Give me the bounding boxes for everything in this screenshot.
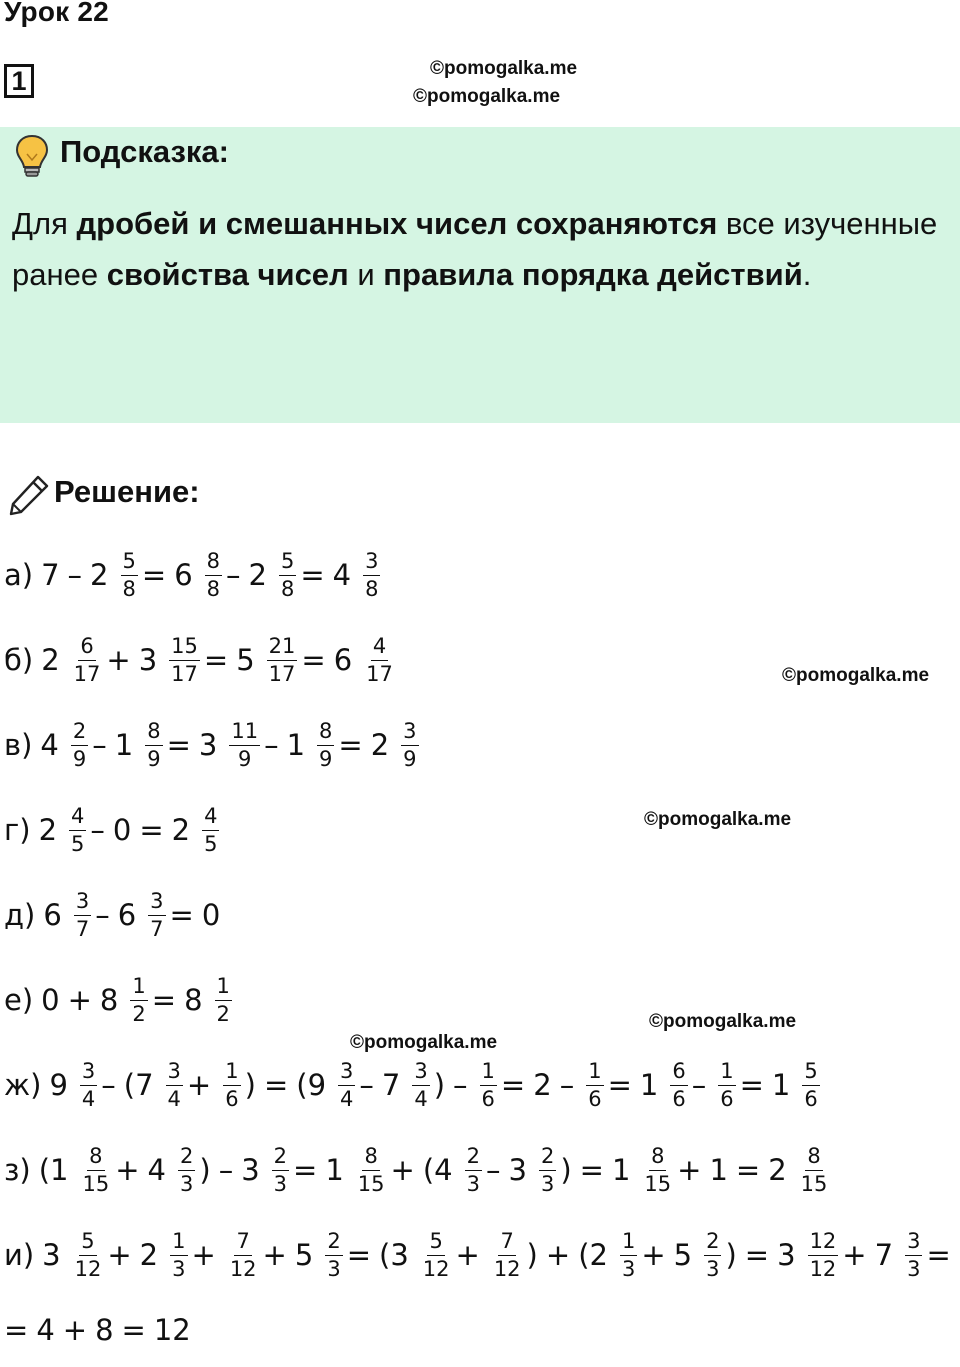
watermark: ©pomogalka.me: [644, 809, 792, 830]
fraction-denominator: 4: [167, 1086, 181, 1111]
fraction-numerator: 1: [620, 1231, 637, 1256]
math-token: (1: [38, 1153, 69, 1187]
math-token: +: [62, 1313, 88, 1347]
fraction-denominator: 8: [365, 576, 379, 601]
fraction: [401, 718, 418, 771]
math-token: (3: [379, 1238, 409, 1272]
math-token: –: [264, 728, 279, 762]
math-token: –: [218, 1153, 234, 1187]
fraction: [363, 548, 380, 601]
fraction-denominator: 15: [644, 1171, 672, 1196]
fraction-denominator: 6: [225, 1086, 239, 1111]
math-token: 1: [325, 1153, 344, 1187]
fraction-denominator: 12: [422, 1256, 450, 1281]
fraction-numerator: 11: [229, 721, 260, 746]
math-token: =: [203, 643, 229, 677]
fraction: [71, 718, 88, 771]
fraction: [492, 1228, 523, 1281]
fraction-numerator: 2: [71, 721, 88, 746]
math-token: –: [359, 1068, 374, 1102]
fraction-denominator: 12: [493, 1256, 521, 1281]
math-token: =: [744, 1238, 770, 1272]
math-token: 3: [777, 1238, 796, 1272]
hint-text-part: и: [348, 257, 384, 292]
math-token: 1: [611, 1153, 631, 1187]
math-token: =: [151, 983, 177, 1017]
fraction-numerator: 1: [586, 1061, 603, 1086]
fraction: [338, 1058, 355, 1111]
fraction: [228, 1228, 259, 1281]
math-token: 7: [41, 558, 60, 592]
fraction: [539, 1143, 556, 1196]
math-token: =: [579, 1153, 604, 1187]
fraction-numerator: 1: [480, 1061, 497, 1086]
fraction-denominator: 2: [132, 1001, 146, 1026]
watermark: ©pomogalka.me: [430, 58, 578, 79]
fraction-numerator: 12: [808, 1231, 839, 1256]
math-token: 7: [874, 1238, 894, 1272]
math-token: –: [691, 1068, 707, 1102]
math-token: 4: [332, 558, 352, 592]
fraction-denominator: 9: [319, 746, 333, 771]
math-token: 1: [771, 1068, 791, 1102]
fraction-numerator: 4: [69, 806, 86, 831]
fraction: [223, 1058, 240, 1111]
fraction-numerator: 2: [325, 1231, 342, 1256]
fraction: [272, 1143, 289, 1196]
solution-line: [4, 1218, 959, 1292]
math-token: 4: [36, 1313, 55, 1347]
fraction-denominator: 15: [82, 1171, 110, 1196]
fraction-denominator: 9: [72, 746, 87, 771]
math-token: (9: [296, 1068, 327, 1102]
task-number: 1: [4, 64, 34, 98]
fraction-numerator: 8: [317, 721, 334, 746]
math-token: =: [300, 558, 325, 592]
hint-text-part: все изученные ранее: [12, 206, 938, 292]
fraction: [704, 1228, 721, 1281]
math-token: =: [607, 1068, 632, 1102]
fraction: [421, 1228, 452, 1281]
line-label: з): [4, 1153, 31, 1187]
fraction: [178, 1143, 195, 1196]
math-token: =: [500, 1068, 526, 1102]
fraction-numerator: 3: [80, 1061, 97, 1086]
math-token: 0: [201, 898, 221, 932]
solution-line: [4, 878, 228, 952]
math-token: +: [186, 1068, 212, 1102]
fraction: [325, 1228, 342, 1281]
math-token: 7: [381, 1068, 401, 1102]
math-token: –: [92, 728, 107, 762]
fraction-numerator: 7: [498, 1231, 515, 1256]
fraction: [69, 803, 86, 856]
math-token: (4: [422, 1153, 453, 1187]
fraction: [279, 548, 296, 601]
fraction: [121, 548, 138, 601]
math-token: 4: [147, 1153, 166, 1187]
fraction-denominator: 4: [81, 1086, 96, 1111]
math-token: 0: [112, 813, 132, 847]
math-token: ): [725, 1238, 737, 1272]
line-label: е): [4, 983, 34, 1017]
math-token: 1: [639, 1068, 659, 1102]
fraction-denominator: 3: [621, 1256, 636, 1281]
watermark: ©pomogalka.me: [413, 86, 561, 107]
math-token: +: [677, 1153, 702, 1187]
fraction: [317, 718, 334, 771]
math-token: 8: [95, 1313, 114, 1347]
math-token: +: [67, 983, 92, 1017]
fraction-numerator: 3: [905, 1231, 922, 1256]
fraction-numerator: 8: [805, 1146, 822, 1171]
fraction-denominator: 15: [357, 1171, 385, 1196]
math-token: –: [453, 1068, 468, 1102]
math-token: ): [199, 1153, 211, 1187]
fraction-numerator: 8: [205, 551, 222, 576]
math-token: ): [433, 1068, 446, 1102]
fraction: [166, 1058, 183, 1111]
math-token: 6: [333, 643, 353, 677]
fraction-denominator: 3: [172, 1256, 186, 1281]
fraction-numerator: 1: [223, 1061, 240, 1086]
hint-text-bold: дробей и смешанных чисел сохраняются: [76, 206, 718, 241]
fraction: [148, 888, 165, 941]
fraction-denominator: 15: [800, 1171, 828, 1196]
math-token: +: [842, 1238, 867, 1272]
solution-line: [4, 708, 423, 782]
fraction-denominator: 12: [74, 1256, 102, 1281]
math-token: =: [169, 898, 194, 932]
math-token: +: [545, 1238, 571, 1272]
fraction: [130, 973, 147, 1026]
math-token: 5: [236, 643, 255, 677]
fraction-numerator: 5: [427, 1231, 444, 1256]
math-token: 1: [709, 1153, 728, 1187]
math-token: +: [115, 1153, 140, 1187]
math-token: =: [735, 1153, 761, 1187]
line-label: а): [4, 558, 34, 592]
fraction: [205, 548, 222, 601]
fraction: [364, 633, 395, 686]
fraction-numerator: 8: [87, 1146, 104, 1171]
fraction-denominator: 7: [150, 916, 164, 941]
solution-line: [4, 1293, 199, 1367]
solution-line: [4, 793, 223, 867]
fraction-numerator: 6: [78, 636, 95, 661]
math-token: 3: [241, 1153, 260, 1187]
fraction-denominator: 12: [229, 1256, 257, 1281]
fraction-numerator: 3: [338, 1061, 355, 1086]
math-token: ): [560, 1153, 572, 1187]
fraction-denominator: 12: [809, 1256, 837, 1281]
math-token: =: [293, 1153, 318, 1187]
line-label: д): [4, 898, 36, 932]
fraction-denominator: 7: [75, 916, 90, 941]
math-token: =: [166, 728, 191, 762]
fraction-denominator: 17: [366, 661, 393, 686]
math-token: =: [301, 643, 326, 677]
fraction: [620, 1228, 637, 1281]
math-token: =: [263, 1068, 289, 1102]
watermark: ©pomogalka.me: [350, 1032, 498, 1053]
fraction-denominator: 17: [73, 661, 101, 686]
fraction: [74, 888, 91, 941]
fraction-denominator: 8: [122, 576, 136, 601]
fraction-numerator: 8: [145, 721, 162, 746]
fraction-numerator: 1: [170, 1231, 187, 1256]
math-token: 2: [768, 1153, 787, 1187]
fraction-denominator: 2: [216, 1001, 230, 1026]
math-token: 3: [198, 728, 218, 762]
pencil-icon: [8, 474, 50, 516]
fraction-denominator: 4: [414, 1086, 428, 1111]
hint-text-part: Для: [12, 206, 77, 241]
fraction-denominator: 3: [466, 1171, 480, 1196]
fraction-denominator: 17: [268, 661, 296, 686]
math-token: =: [926, 1238, 951, 1272]
fraction-numerator: 2: [178, 1146, 195, 1171]
fraction-numerator: 6: [670, 1061, 687, 1086]
fraction-numerator: 3: [363, 551, 380, 576]
fraction-numerator: 4: [202, 806, 219, 831]
fraction-numerator: 5: [121, 551, 138, 576]
math-token: 5: [294, 1238, 314, 1272]
math-token: +: [390, 1153, 415, 1187]
solution-line: [4, 963, 236, 1037]
fraction: [802, 1058, 819, 1111]
fraction-denominator: 8: [280, 576, 295, 601]
math-token: 0: [41, 983, 60, 1017]
solution-line: [4, 1133, 833, 1207]
fraction-numerator: 2: [539, 1146, 556, 1171]
math-token: =: [4, 1313, 29, 1347]
fraction-denominator: 9: [147, 746, 161, 771]
fraction-denominator: 3: [540, 1171, 555, 1196]
math-token: 2: [533, 1068, 552, 1102]
fraction-numerator: 5: [802, 1061, 819, 1086]
math-token: +: [455, 1238, 480, 1272]
fraction-denominator: 6: [804, 1086, 818, 1111]
fraction-denominator: 3: [273, 1171, 288, 1196]
fraction: [480, 1058, 497, 1111]
fraction: [642, 1143, 673, 1196]
fraction-numerator: 8: [362, 1146, 379, 1171]
math-token: 9: [49, 1068, 68, 1102]
fraction: [718, 1058, 735, 1111]
fraction: [670, 1058, 687, 1111]
fraction: [169, 633, 200, 686]
math-token: –: [226, 558, 241, 592]
fraction-numerator: 2: [704, 1231, 721, 1256]
math-token: (2: [578, 1238, 608, 1272]
hint-text: [12, 198, 942, 300]
math-token: =: [346, 1238, 371, 1272]
fraction-numerator: 1: [215, 976, 232, 1001]
fraction-numerator: 5: [279, 551, 296, 576]
fraction-numerator: 8: [649, 1146, 666, 1171]
math-token: –: [101, 1068, 116, 1102]
fraction-numerator: 21: [267, 636, 298, 661]
math-token: +: [107, 1238, 132, 1272]
fraction: [412, 1058, 429, 1111]
line-label: в): [4, 728, 33, 762]
math-token: =: [121, 1313, 146, 1347]
fraction: [202, 803, 219, 856]
math-token: 1: [114, 728, 134, 762]
fraction-denominator: 17: [171, 661, 198, 686]
fraction-numerator: 1: [718, 1061, 735, 1086]
solution-line: [4, 538, 384, 612]
math-token: –: [95, 898, 110, 932]
fraction-numerator: 3: [166, 1061, 183, 1086]
solution-line: [4, 1048, 824, 1122]
solution-title: Решение:: [54, 474, 200, 509]
math-token: +: [262, 1238, 287, 1272]
fraction: [215, 973, 232, 1026]
line-label: г): [4, 813, 31, 847]
fraction: [465, 1143, 482, 1196]
math-token: +: [191, 1238, 216, 1272]
fraction: [356, 1143, 387, 1196]
fraction-numerator: 4: [371, 636, 388, 661]
math-token: =: [139, 813, 164, 847]
watermark: ©pomogalka.me: [782, 665, 930, 686]
fraction-denominator: 6: [481, 1086, 495, 1111]
fraction: [72, 633, 103, 686]
fraction-numerator: 1: [130, 976, 147, 1001]
math-token: 4: [40, 728, 59, 762]
math-token: 6: [43, 898, 62, 932]
fraction: [905, 1228, 922, 1281]
fraction: [170, 1228, 187, 1281]
math-token: 2: [41, 643, 60, 677]
fraction: [145, 718, 162, 771]
fraction-numerator: 15: [169, 636, 200, 661]
fraction: [229, 718, 260, 771]
fraction-denominator: 3: [706, 1256, 720, 1281]
math-token: =: [739, 1068, 764, 1102]
math-token: ): [244, 1068, 256, 1102]
fraction-denominator: 9: [238, 746, 252, 771]
fraction: [808, 1228, 839, 1281]
fraction-numerator: 3: [412, 1061, 429, 1086]
fraction-numerator: 5: [79, 1231, 96, 1256]
math-token: 2: [370, 728, 390, 762]
fraction-numerator: 3: [401, 721, 418, 746]
math-token: +: [641, 1238, 666, 1272]
math-token: 8: [99, 983, 119, 1017]
math-token: 3: [138, 643, 158, 677]
line-label: и): [4, 1238, 35, 1272]
math-token: 8: [184, 983, 203, 1017]
math-token: (7: [123, 1068, 154, 1102]
math-token: –: [90, 813, 105, 847]
fraction-denominator: 5: [71, 831, 85, 856]
fraction-numerator: 2: [272, 1146, 289, 1171]
math-token: –: [485, 1153, 501, 1187]
fraction-denominator: 3: [907, 1256, 921, 1281]
line-label: ж): [4, 1068, 42, 1102]
fraction-denominator: 9: [403, 746, 417, 771]
fraction: [73, 1228, 104, 1281]
math-token: 2: [38, 813, 58, 847]
fraction: [586, 1058, 603, 1111]
math-token: ): [526, 1238, 538, 1272]
math-token: –: [559, 1068, 575, 1102]
math-token: 2: [90, 558, 109, 592]
fraction: [81, 1143, 112, 1196]
math-token: 1: [286, 728, 306, 762]
fraction-numerator: 3: [74, 891, 91, 916]
fraction-denominator: 3: [180, 1171, 194, 1196]
lesson-title: Урок 22: [4, 0, 109, 27]
line-label: б): [4, 643, 34, 677]
fraction-numerator: 7: [234, 1231, 251, 1256]
fraction-denominator: 3: [327, 1256, 341, 1281]
fraction-denominator: 5: [204, 831, 218, 856]
math-token: =: [338, 728, 363, 762]
fraction-denominator: 4: [340, 1086, 354, 1111]
math-token: 3: [508, 1153, 527, 1187]
math-token: 2: [248, 558, 267, 592]
math-token: 6: [117, 898, 137, 932]
hint-title: Подсказка:: [60, 134, 229, 169]
math-token: 12: [153, 1313, 191, 1347]
solution-line: [4, 623, 399, 697]
hint-text-part: .: [802, 257, 812, 292]
math-token: –: [67, 558, 83, 592]
hint-text-bold: свойства чисел: [106, 257, 349, 292]
watermark: ©pomogalka.me: [649, 1011, 797, 1032]
fraction-numerator: 2: [465, 1146, 482, 1171]
math-token: 6: [174, 558, 193, 592]
math-token: =: [141, 558, 167, 592]
fraction-numerator: 3: [148, 891, 165, 916]
math-token: +: [106, 643, 131, 677]
lightbulb-icon: [14, 134, 50, 178]
fraction: [80, 1058, 97, 1111]
fraction-denominator: 8: [206, 576, 221, 601]
fraction-denominator: 6: [588, 1086, 602, 1111]
math-token: 3: [42, 1238, 61, 1272]
fraction-denominator: 6: [672, 1086, 686, 1111]
hint-text-bold: правила порядка действий: [383, 257, 803, 292]
fraction: [267, 633, 298, 686]
math-token: 5: [673, 1238, 693, 1272]
fraction-denominator: 6: [720, 1086, 734, 1111]
fraction: [799, 1143, 830, 1196]
math-token: 2: [139, 1238, 159, 1272]
math-token: 2: [171, 813, 191, 847]
